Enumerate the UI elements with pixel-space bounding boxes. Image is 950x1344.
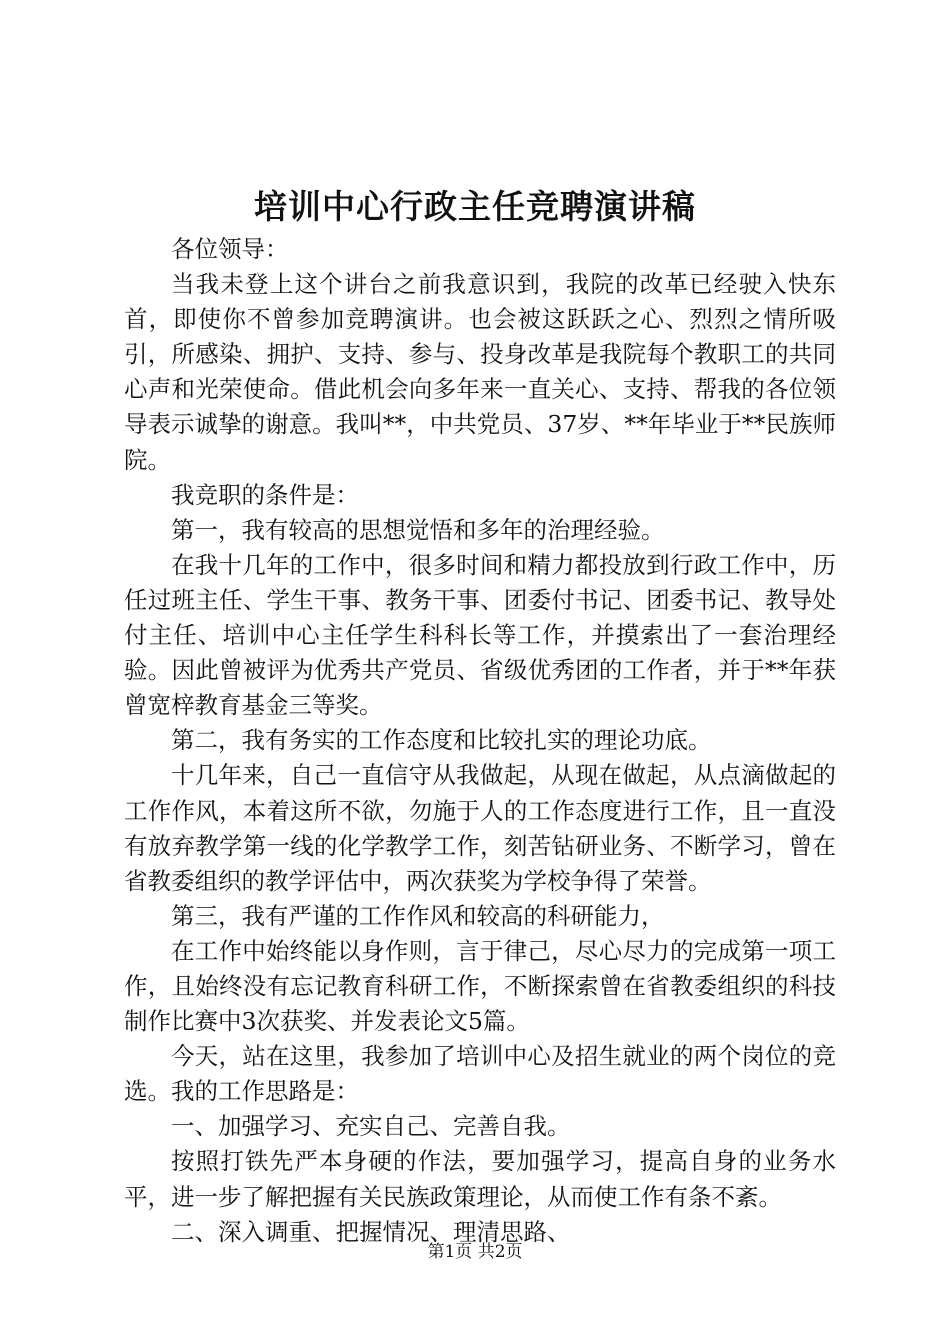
- paragraph-point-two-detail: 十几年来，自己一直信守从我做起，从现在做起，从点滴做起的工作作风，本着这所不欲，勿施于人的工作态度进行工作，且一直没有放弃教学第一线的化学教学工作，刻苦钻研业务、不断学习，曾在省教委组织的教学评估中，两次获奖为学校争得了荣誉。: [124, 761, 836, 895]
- document-title: 培训中心行政主任竞聘演讲稿: [254, 187, 696, 226]
- paragraph-idea-one: 一、加强学习、充实自己、完善自我。: [171, 1112, 571, 1141]
- paragraph-intro: 当我未登上这个讲台之前我意识到，我院的改革已经驶入快东首，即使你不曾参加竞聘演讲。也会被这跃跃之心、烈烈之情所吸引，所感染、拥护、支持、参与、投身改革是我院每个教职工的共同心声和光荣使命。借此机会向多年来一直关心、支持、帮我的各位领导表示诚挚的谢意。我叫**，中共党员、37岁、**年毕业于**民族师院。: [124, 270, 836, 474]
- paragraph-today: 今天，站在这里，我参加了培训中心及招生就业的两个岗位的竞选。我的工作思路是：: [124, 1042, 836, 1106]
- paragraph-point-one: 第一，我有较高的思想觉悟和多年的治理经验。: [171, 515, 665, 544]
- document-body: [124, 232, 836, 1250]
- paragraph-point-three-detail: 在工作中始终能以身作则，言于律己，尽心尽力的完成第一项工作，且始终没有忘记教育科研工作，不断探索曾在省教委组织的科技制作比赛中3次获奖、并发表论文5篇。: [124, 936, 836, 1036]
- paragraph-conditions-heading: 我竞职的条件是：: [171, 480, 359, 509]
- paragraph-idea-two: 二、深入调重、把握情况、理清思路、: [171, 1217, 571, 1246]
- paragraph-point-three: 第三，我有严谨的工作作风和较高的科研能力，: [171, 901, 665, 930]
- paragraph-point-one-detail: 在我十几年的工作中，很多时间和精力都投放到行政工作中，历任过班主任、学生干事、教务干事、团委付书记、团委书记、教导处付主任、培训中心主任学生科科长等工作，并摸索出了一套治理经验。因此曾被评为优秀共产党员、省级优秀团的工作者，并于**年获曾宽梓教育基金三等奖。: [124, 550, 836, 720]
- paragraph-greeting: 各位领导：: [171, 235, 289, 263]
- paragraph-idea-one-detail: 按照打铁先严本身硬的作法，要加强学习，提高自身的业务水平，进一步了解把握有关民族政策理论，从而使工作有条不紊。: [124, 1147, 836, 1211]
- paragraph-point-two: 第二，我有务实的工作态度和比较扎实的理论功底。: [171, 726, 712, 755]
- page-number-footer: 第1页 共2页: [427, 1242, 523, 1262]
